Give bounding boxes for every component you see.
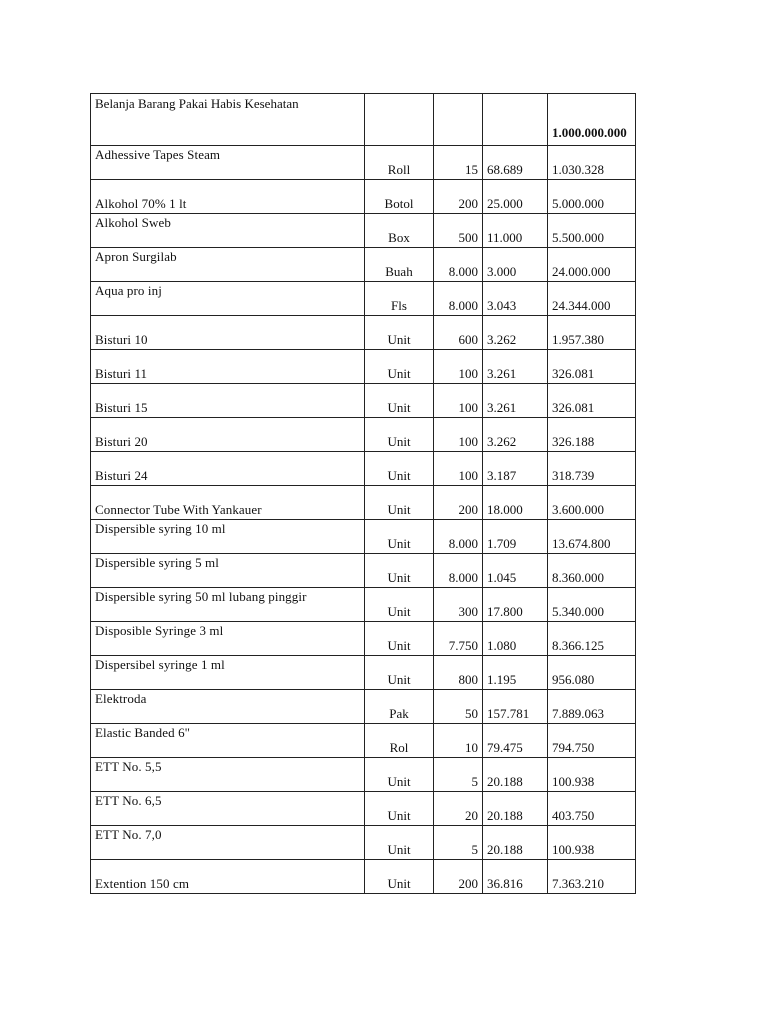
item-unit-cell: Roll [365,146,434,180]
item-qty-cell: 100 [434,452,483,486]
item-name-cell: Dispersible syring 50 ml lubang pinggir [91,588,365,622]
item-total-cell: 326.081 [548,384,636,418]
item-total-cell: 100.938 [548,758,636,792]
item-unit-cell: Fls [365,282,434,316]
item-name-cell: Dispersible syring 5 ml [91,554,365,588]
item-price-cell: 3.000 [483,248,548,282]
table-row [91,622,636,656]
item-price-cell: 11.000 [483,214,548,248]
item-price-cell: 17.800 [483,588,548,622]
table-row [91,214,636,248]
item-price-cell: 3.187 [483,452,548,486]
item-qty-cell: 300 [434,588,483,622]
item-price-cell: 157.781 [483,690,548,724]
item-qty-cell: 200 [434,860,483,894]
table-row [91,316,636,350]
item-unit-cell: Unit [365,656,434,690]
item-name-cell: Bisturi 10 [91,316,365,350]
item-price-cell: 3.262 [483,418,548,452]
item-qty-cell: 500 [434,214,483,248]
item-total-cell: 8.366.125 [548,622,636,656]
item-qty-cell: 100 [434,350,483,384]
section-title: Belanja Barang Pakai Habis Kesehatan [91,94,365,146]
item-name-cell: Bisturi 15 [91,384,365,418]
item-name-cell: Disposible Syringe 3 ml [91,622,365,656]
item-price-cell: 1.080 [483,622,548,656]
item-total-cell: 24.000.000 [548,248,636,282]
item-unit-cell: Buah [365,248,434,282]
item-unit-cell: Unit [365,418,434,452]
item-name-cell: Apron Surgilab [91,248,365,282]
item-total-cell: 100.938 [548,826,636,860]
item-total-cell: 13.674.800 [548,520,636,554]
item-total-cell: 8.360.000 [548,554,636,588]
section-total: 1.000.000.000 [548,94,636,146]
item-name-cell: Elastic Banded 6" [91,724,365,758]
table-row [91,452,636,486]
item-unit-cell: Botol [365,180,434,214]
item-price-cell: 36.816 [483,860,548,894]
table-row [91,758,636,792]
item-price-cell: 1.709 [483,520,548,554]
item-unit-cell: Unit [365,860,434,894]
item-total-cell: 7.363.210 [548,860,636,894]
item-qty-cell: 15 [434,146,483,180]
item-name-cell: Extention 150 cm [91,860,365,894]
item-price-cell: 68.689 [483,146,548,180]
item-price-cell: 1.195 [483,656,548,690]
item-name-cell: Adhessive Tapes Steam [91,146,365,180]
item-price-cell: 25.000 [483,180,548,214]
table-row [91,860,636,894]
item-total-cell: 794.750 [548,724,636,758]
item-total-cell: 7.889.063 [548,690,636,724]
item-price-cell: 20.188 [483,758,548,792]
item-unit-cell: Unit [365,622,434,656]
item-name-cell: Elektroda [91,690,365,724]
item-unit-cell: Unit [365,384,434,418]
item-qty-cell: 5 [434,758,483,792]
item-total-cell: 403.750 [548,792,636,826]
item-unit-cell: Unit [365,350,434,384]
table-row [91,282,636,316]
table-row [91,724,636,758]
item-total-cell: 5.500.000 [548,214,636,248]
item-unit-cell: Unit [365,792,434,826]
table-row [91,520,636,554]
item-total-cell: 326.081 [548,350,636,384]
item-name-cell: Dispersible syring 10 ml [91,520,365,554]
table-row [91,486,636,520]
item-qty-cell: 200 [434,180,483,214]
table-row [91,248,636,282]
item-price-cell: 18.000 [483,486,548,520]
item-unit-cell: Unit [365,486,434,520]
item-name-cell: Dispersibel syringe 1 ml [91,656,365,690]
table-row [91,690,636,724]
table-row [91,554,636,588]
item-qty-cell: 10 [434,724,483,758]
item-total-cell: 956.080 [548,656,636,690]
item-price-cell: 20.188 [483,792,548,826]
budget-table [90,93,636,894]
item-name-cell: ETT No. 7,0 [91,826,365,860]
item-unit-cell: Unit [365,520,434,554]
header-unit-cell [365,94,434,146]
item-unit-cell: Unit [365,452,434,486]
item-total-cell: 5.340.000 [548,588,636,622]
item-name-cell: ETT No. 5,5 [91,758,365,792]
item-qty-cell: 8.000 [434,248,483,282]
item-unit-cell: Pak [365,690,434,724]
item-total-cell: 1.957.380 [548,316,636,350]
item-name-cell: Bisturi 11 [91,350,365,384]
item-qty-cell: 8.000 [434,282,483,316]
item-unit-cell: Unit [365,758,434,792]
item-total-cell: 24.344.000 [548,282,636,316]
table-row [91,384,636,418]
item-qty-cell: 100 [434,418,483,452]
item-name-cell: Connector Tube With Yankauer [91,486,365,520]
header-qty-cell [434,94,483,146]
item-name-cell: Alkohol Sweb [91,214,365,248]
item-unit-cell: Box [365,214,434,248]
item-qty-cell: 7.750 [434,622,483,656]
item-name-cell: Alkohol 70% 1 lt [91,180,365,214]
item-total-cell: 3.600.000 [548,486,636,520]
item-total-cell: 318.739 [548,452,636,486]
item-qty-cell: 50 [434,690,483,724]
item-unit-cell: Rol [365,724,434,758]
item-total-cell: 1.030.328 [548,146,636,180]
item-qty-cell: 8.000 [434,520,483,554]
item-name-cell: Aqua pro inj [91,282,365,316]
table-row [91,656,636,690]
item-name-cell: Bisturi 24 [91,452,365,486]
item-name-cell: Bisturi 20 [91,418,365,452]
item-total-cell: 5.000.000 [548,180,636,214]
item-price-cell: 3.261 [483,350,548,384]
item-price-cell: 20.188 [483,826,548,860]
item-qty-cell: 100 [434,384,483,418]
item-price-cell: 3.261 [483,384,548,418]
table-row [91,180,636,214]
table-row [91,792,636,826]
table-row [91,588,636,622]
item-unit-cell: Unit [365,826,434,860]
item-price-cell: 1.045 [483,554,548,588]
table-row [91,146,636,180]
item-unit-cell: Unit [365,588,434,622]
item-price-cell: 79.475 [483,724,548,758]
item-total-cell: 326.188 [548,418,636,452]
table-row [91,826,636,860]
item-qty-cell: 5 [434,826,483,860]
item-unit-cell: Unit [365,316,434,350]
item-name-cell: ETT No. 6,5 [91,792,365,826]
item-price-cell: 3.043 [483,282,548,316]
table-row [91,350,636,384]
item-unit-cell: Unit [365,554,434,588]
item-qty-cell: 200 [434,486,483,520]
item-qty-cell: 600 [434,316,483,350]
table-header-row [91,94,636,146]
item-qty-cell: 20 [434,792,483,826]
item-price-cell: 3.262 [483,316,548,350]
header-price-cell [483,94,548,146]
item-qty-cell: 800 [434,656,483,690]
item-qty-cell: 8.000 [434,554,483,588]
table-row [91,418,636,452]
